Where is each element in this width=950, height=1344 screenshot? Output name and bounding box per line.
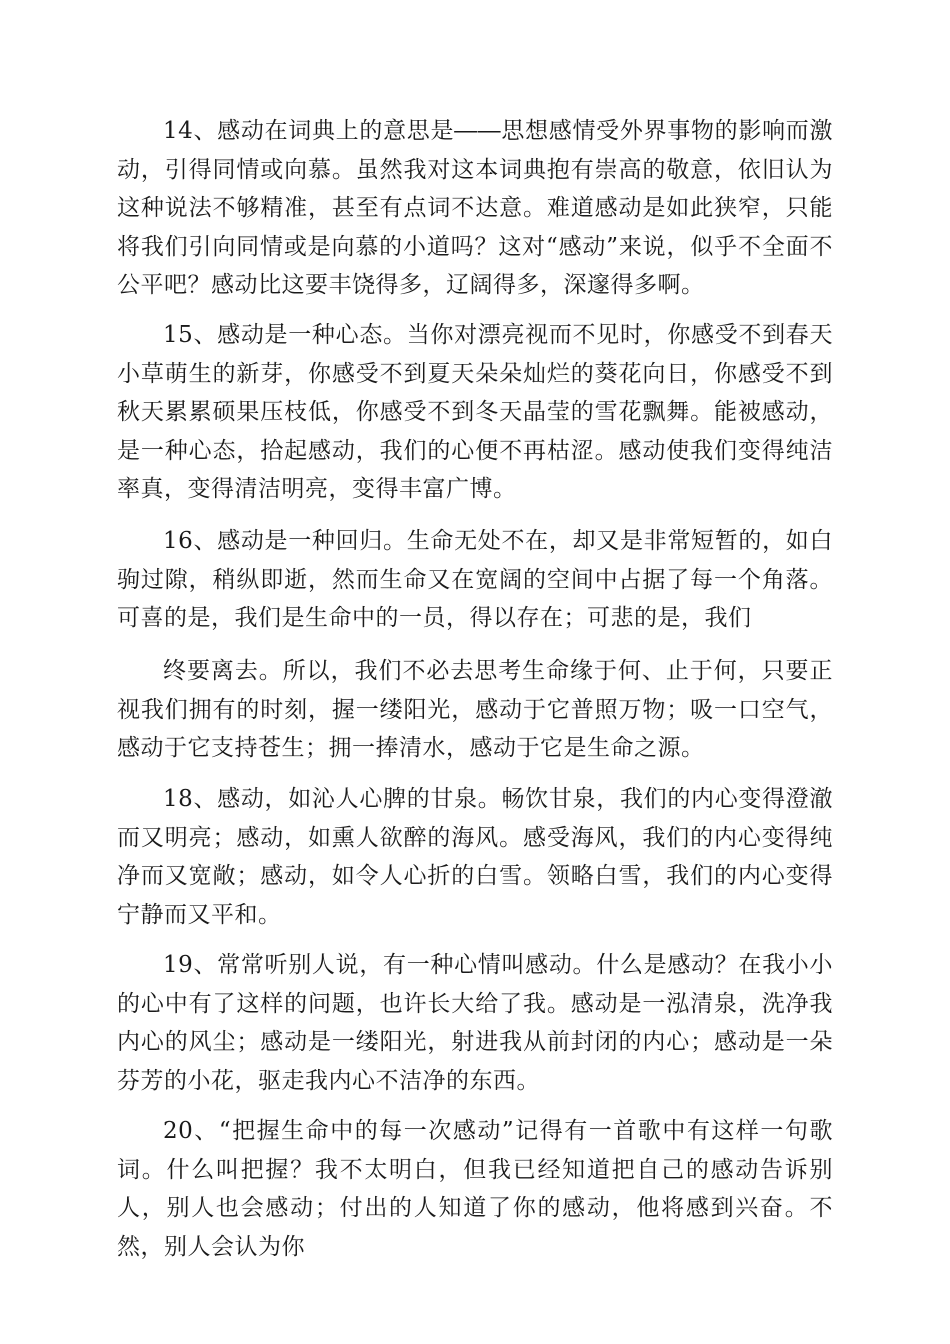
paragraph-20: 20、“把握生命中的每一次感动”记得有一首歌中有这样一句歌词。什么叫把握？我不太明白，但我已经知道把自己的感动告诉别人，别人也会感动；付出的人知道了你的感动，他将感到兴奋。不然，别人会认为你 xyxy=(117,1118,833,1260)
paragraph-18: 18、感动，如沁人心脾的甘泉。畅饮甘泉，我们的内心变得澄澈而又明亮；感动，如熏人欲醉的海风。感受海风，我们的内心变得纯净而又宽敞；感动，如令人心折的白雪。领略白雪，我们的内心变得宁静而又平和。 xyxy=(117,786,833,928)
paragraph-16: 16、感动是一种回归。生命无处不在，却又是非常短暂的，如白驹过隙，稍纵即逝，然而生命又在宽阔的空间中占据了每一个角落。可喜的是，我们是生命中的一员，得以存在；可悲的是，我们 xyxy=(117,528,833,631)
paragraph-16-continued: 终要离去。所以，我们不必去思考生命缘于何、止于何，只要正视我们拥有的时刻，握一缕阳光，感动于它普照万物；吸一口空气，感动于它支持苍生；拥一捧清水，感动于它是生命之源。 xyxy=(117,658,833,761)
paragraph-14: 14、感动在词典上的意思是――思想感情受外界事物的影响而激动，引得同情或向慕。虽然我对这本词典抱有崇高的敬意，依旧认为这种说法不够精准，甚至有点词不达意。难道感动是如此狭窄，只能将我们引向同情或是向慕的小道吗？这对“感动”来说，似乎不全面不公平吧？感动比这要丰饶得多，辽阔得多，深邃得多啊。 xyxy=(117,118,833,298)
paragraph-15: 15、感动是一种心态。当你对漂亮视而不见时，你感受不到春天小草萌生的新芽，你感受不到夏天朵朵灿烂的葵花向日，你感受不到秋天累累硕果压枝低，你感受不到冬天晶莹的雪花飘舞。能被感动，是一种心态，拾起感动，我们的心便不再枯涩。感动使我们变得纯洁率真，变得清洁明亮，变得丰富广博。 xyxy=(117,322,833,502)
paragraph-19: 19、常常听别人说，有一种心情叫感动。什么是感动？在我小小的心中有了这样的问题，也许长大给了我。感动是一泓清泉，洗净我内心的风尘；感动是一缕阳光，射进我从前封闭的内心；感动是一朵芬芳的小花，驱走我内心不洁净的东西。 xyxy=(117,952,833,1094)
